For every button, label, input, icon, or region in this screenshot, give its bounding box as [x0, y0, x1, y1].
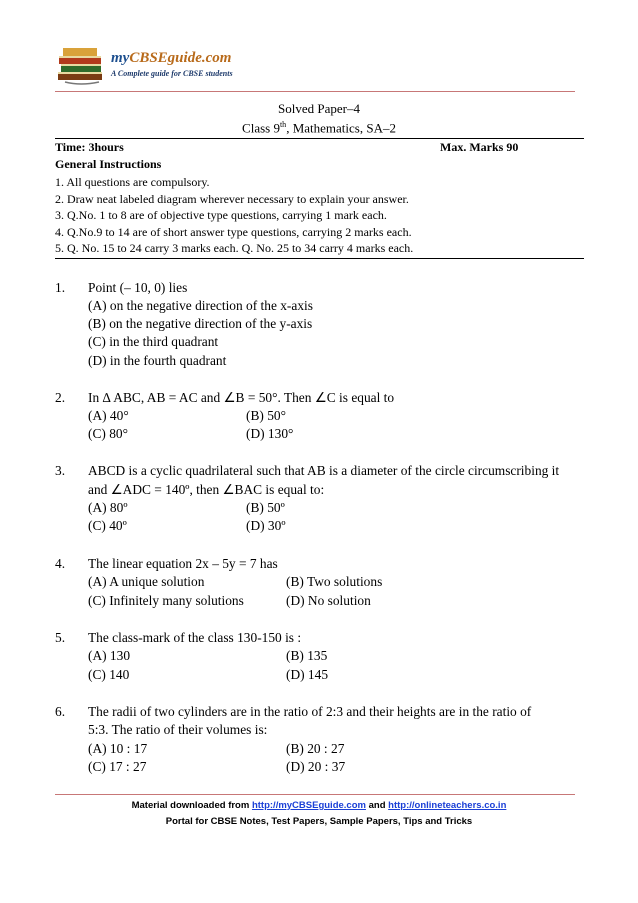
- instruction-item: 4. Q.No.9 to 14 are of short answer type questions, carrying 2 marks each.: [55, 225, 412, 239]
- question-number: 1.: [55, 280, 66, 295]
- option-b: (B) 135: [286, 648, 328, 663]
- option-a: (A) 40°: [88, 408, 129, 423]
- instruction-item: 3. Q.No. 1 to 8 are of objective type questions, carrying 1 mark each.: [55, 208, 387, 222]
- site-logo: [55, 42, 245, 88]
- question-number: 5.: [55, 630, 66, 645]
- option-a: (A) 80º: [88, 500, 128, 515]
- general-instructions-heading: General Instructions: [55, 157, 162, 171]
- option-a: (A) 10 : 17: [88, 741, 148, 756]
- logo-tagline: A Complete guide for CBSE students: [111, 69, 233, 78]
- question-text: The radii of two cylinders are in the ratio of 2:3 and their heights are in the ratio of: [88, 704, 532, 719]
- question-text: Point (– 10, 0) lies: [88, 280, 188, 295]
- question-number: 4.: [55, 556, 66, 571]
- footer-line-2: Portal for CBSE Notes, Test Papers, Sample Papers, Tips and Tricks: [165, 816, 473, 827]
- question-text-cont: 5:3. The ratio of their volumes is:: [88, 722, 268, 737]
- onlineteachers-link[interactable]: http://onlineteachers.co.in: [388, 800, 507, 811]
- option-c: (C) 40º: [88, 518, 127, 533]
- footer-line-1: Material downloaded from http://myCBSEguide.com and http://onlineteachers.co.in: [131, 800, 507, 811]
- instruction-item: 5. Q. No. 15 to 24 carry 3 marks each. Q. No. 25 to 34 carry 4 marks each.: [55, 241, 414, 255]
- option-b: (B) 50º: [246, 500, 285, 515]
- instruction-item: 1. All questions are compulsory.: [55, 175, 210, 189]
- question-number: 3.: [55, 463, 66, 478]
- option-c: (C) 80°: [88, 426, 128, 441]
- books-icon: [55, 42, 107, 86]
- header-divider: [55, 91, 575, 92]
- question-text: ABCD is a cyclic quadrilateral such that AB is a diameter of the circle circumscribing it: [88, 463, 560, 478]
- option-d: (D) 20 : 37: [286, 759, 346, 774]
- paper-title: Solved Paper–4: [278, 101, 360, 116]
- option-c: (C) 140: [88, 667, 130, 682]
- question-text: The class-mark of the class 130-150 is :: [88, 630, 302, 645]
- question-text: The linear equation 2x – 5y = 7 has: [88, 556, 278, 571]
- instructions-rule: [55, 258, 584, 259]
- question-number: 2.: [55, 390, 66, 405]
- title-rule: [55, 138, 584, 139]
- option-d: (D) 130°: [246, 426, 294, 441]
- option-c: (C) Infinitely many solutions: [88, 593, 244, 608]
- option-b: (B) Two solutions: [286, 574, 383, 589]
- question-text: In ∆ ABC, AB = AC and ∠B = 50°. Then ∠C is equal to: [88, 390, 395, 405]
- time-label: Time: 3hours: [55, 140, 124, 154]
- option-a: (A) 130: [88, 648, 131, 663]
- max-marks-label: Max. Marks 90: [440, 140, 519, 154]
- question-number: 6.: [55, 704, 66, 719]
- class-subject-line: Class 9th, Mathematics, SA–2: [242, 120, 396, 136]
- mycbseguide-link[interactable]: http://myCBSEguide.com: [251, 800, 366, 811]
- option-c: (C) 17 : 27: [88, 759, 147, 774]
- logo-title: myCBSEguide.com: [111, 50, 232, 66]
- option-d: (D) 145: [286, 667, 329, 682]
- option-b: (B) 50°: [246, 408, 286, 423]
- option-d: (D) No solution: [286, 593, 371, 608]
- footer-divider: [55, 794, 575, 795]
- option-c: (C) in the third quadrant: [88, 334, 219, 349]
- option-d: (D) 30º: [246, 518, 286, 533]
- question-text-cont: and ∠ADC = 140º, then ∠BAC is equal to:: [88, 482, 325, 497]
- option-a: (A) on the negative direction of the x-axis: [88, 298, 313, 313]
- option-b: (B) on the negative direction of the y-axis: [88, 316, 313, 331]
- option-b: (B) 20 : 27: [286, 741, 345, 756]
- option-d: (D) in the fourth quadrant: [88, 353, 227, 368]
- instruction-item: 2. Draw neat labeled diagram wherever necessary to explain your answer.: [55, 192, 409, 206]
- option-a: (A) A unique solution: [88, 574, 205, 589]
